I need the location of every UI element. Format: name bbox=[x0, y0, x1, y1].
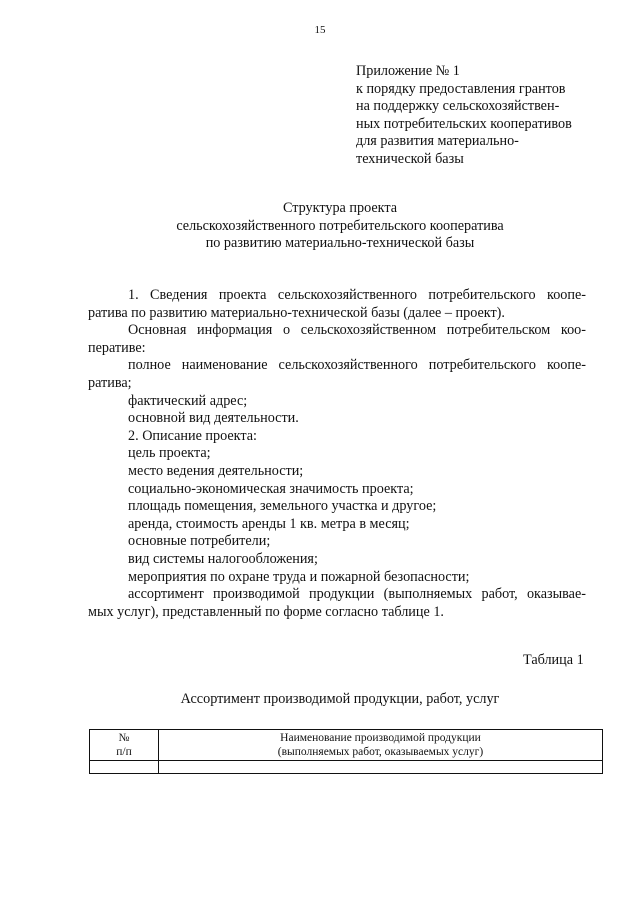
header-text: № bbox=[118, 732, 130, 744]
paragraph-line: 1. Сведения проекта сельскохозяйственного потребительского коопе- bbox=[128, 287, 586, 303]
appendix-line: на поддержку сельскохозяйствен- bbox=[356, 98, 560, 114]
assortment-table bbox=[89, 729, 603, 774]
appendix-line: ных потребительских кооперативов bbox=[356, 115, 572, 132]
list-item: основные потребители; bbox=[128, 533, 271, 550]
header-text: п/п bbox=[116, 746, 132, 758]
list-item: социально-экономическая значимость проекта; bbox=[128, 480, 414, 497]
appendix-header bbox=[356, 63, 606, 168]
page-number: 15 bbox=[314, 24, 326, 36]
paragraph-line: ратива; bbox=[88, 374, 132, 391]
header-text: Наименование производимой продукции bbox=[280, 732, 481, 744]
list-item: площадь помещения, земельного участка и другое; bbox=[128, 498, 437, 515]
paragraph-line: перативе: bbox=[88, 339, 146, 356]
appendix-line: для развития материально- bbox=[356, 133, 519, 149]
title-line: сельскохозяйственного потребительского кооператива bbox=[176, 217, 504, 234]
paragraph-line: ратива по развитию материально-технической базы (далее – проект). bbox=[88, 304, 505, 321]
table-label: Таблица 1 bbox=[523, 652, 584, 668]
title-line: Структура проекта bbox=[282, 200, 398, 216]
paragraph-line: ассортимент производимой продукции (выполняемых работ, оказывае- bbox=[128, 586, 586, 603]
list-item: аренда, стоимость аренды 1 кв. метра в месяц; bbox=[128, 515, 410, 532]
paragraph-line: Основная информация о сельскохозяйственном потребительском коо- bbox=[128, 322, 586, 339]
appendix-line: к порядку предоставления грантов bbox=[356, 80, 566, 97]
header-text: (выполняемых работ, оказываемых услуг) bbox=[277, 746, 484, 758]
header-cell-name bbox=[159, 730, 603, 761]
appendix-line: технической базы bbox=[356, 150, 464, 167]
table-header-row bbox=[90, 730, 603, 761]
list-item: цель проекта; bbox=[128, 445, 211, 462]
table-cell bbox=[159, 761, 603, 774]
document-title bbox=[0, 200, 640, 253]
list-item: 2. Описание проекта: bbox=[128, 427, 257, 444]
list-item: мероприятия по охране труда и пожарной безопасности; bbox=[128, 568, 470, 585]
appendix-title: Приложение № 1 bbox=[356, 63, 460, 79]
table-cell bbox=[90, 761, 159, 774]
paragraph-line: полное наименование сельскохозяйственного потребительского коопе- bbox=[128, 357, 586, 374]
paragraph-line: мых услуг), представленный по форме согласно таблице 1. bbox=[88, 603, 444, 620]
table-row bbox=[90, 761, 603, 774]
title-line: по развитию материально-технической базы bbox=[205, 235, 475, 251]
body-text bbox=[88, 287, 586, 621]
list-item: основной вид деятельности. bbox=[128, 410, 299, 427]
table-title: Ассортимент производимой продукции, работ, услуг bbox=[180, 691, 500, 707]
list-item: фактический адрес; bbox=[128, 392, 248, 409]
list-item: вид системы налогообложения; bbox=[128, 550, 318, 567]
list-item: место ведения деятельности; bbox=[128, 462, 304, 479]
header-cell-number bbox=[90, 730, 159, 761]
